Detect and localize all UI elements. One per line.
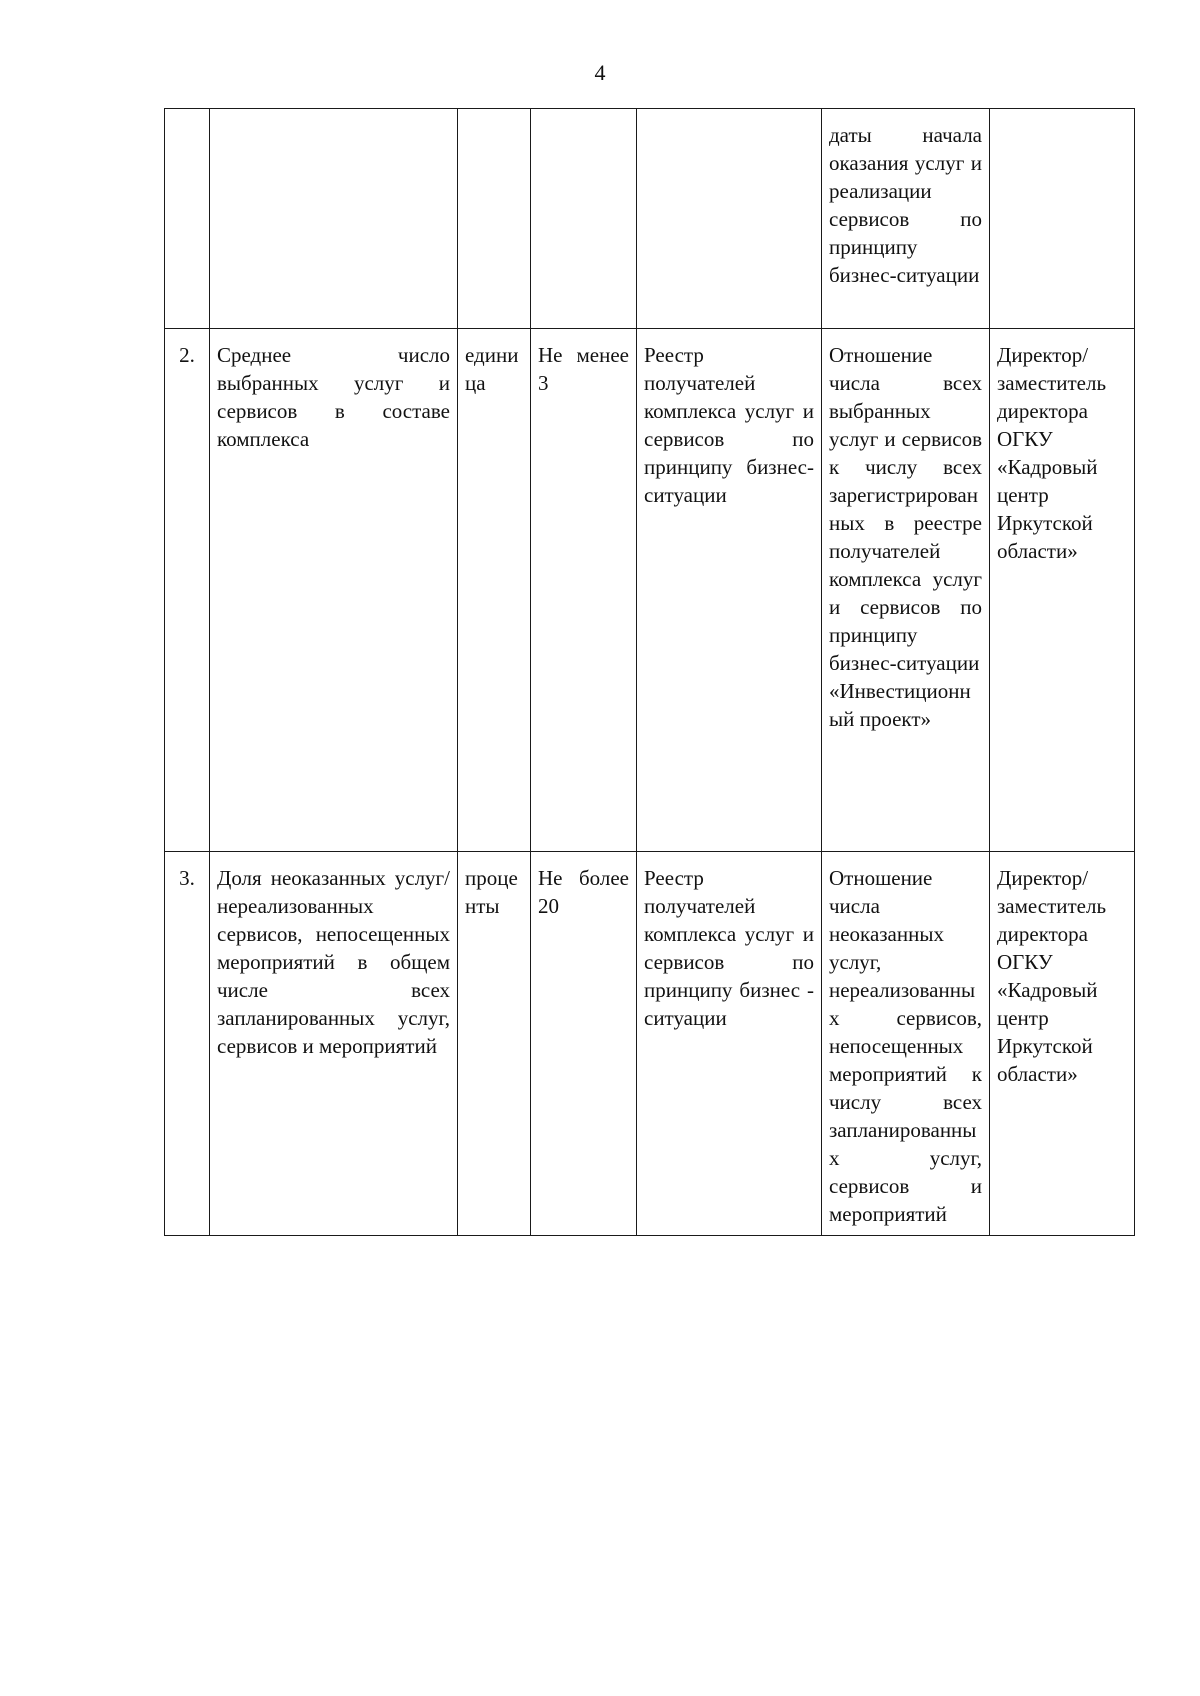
- unit-cell: [458, 109, 531, 329]
- page-number: 4: [594, 60, 606, 85]
- responsible-cell: Директор/ заместитель директора ОГКУ «Кадровый центр Иркутской области»: [990, 852, 1135, 1236]
- calculation-method-cell: даты начала оказания услуг и реализации сервисов по принципу бизнес-ситуации: [822, 109, 990, 329]
- table-row: [165, 109, 1135, 329]
- indicator-cell: [210, 109, 458, 329]
- table-row: [165, 852, 1135, 1236]
- calculation-method-cell: Отношение числа неоказанных услуг, нереализованных сервисов, непосещенных мероприятий к числу всех запланированных услуг, сервисов и мероприятий: [822, 852, 990, 1236]
- row-number-cell: 3.: [165, 852, 210, 1236]
- data-source-cell: Реестр получателей комплекса услуг и сервисов по принципу бизнес-ситуации: [637, 329, 822, 852]
- target-value-cell: Не менее 3: [531, 329, 637, 852]
- target-value-cell: Не более 20: [531, 852, 637, 1236]
- target-value-cell: [531, 109, 637, 329]
- indicator-cell: Среднее число выбранных услуг и сервисов в составе комплекса: [210, 329, 458, 852]
- unit-cell: единица: [458, 329, 531, 852]
- unit-cell: проценты: [458, 852, 531, 1236]
- table-row: [165, 329, 1135, 852]
- responsible-cell: Директор/ заместитель директора ОГКУ «Кадровый центр Иркутской области»: [990, 329, 1135, 852]
- responsible-cell: [990, 109, 1135, 329]
- row-number-cell: 2.: [165, 329, 210, 852]
- indicator-cell: Доля неоказанных услуг/ нереализованных сервисов, непосещенных мероприятий в общем числе всех запланированных услуг, сервисов и мероприятий: [210, 852, 458, 1236]
- data-source-cell: [637, 109, 822, 329]
- row-number-cell: [165, 109, 210, 329]
- calculation-method-cell: Отношение числа всех выбранных услуг и сервисов к числу всех зарегистрированных в реестре получателей комплекса услуг и сервисов по принципу бизнес-ситуации «Инвестиционный проект»: [822, 329, 990, 852]
- data-source-cell: Реестр получателей комплекса услуг и сервисов по принципу бизнес - ситуации: [637, 852, 822, 1236]
- indicators-table: [164, 108, 1135, 1236]
